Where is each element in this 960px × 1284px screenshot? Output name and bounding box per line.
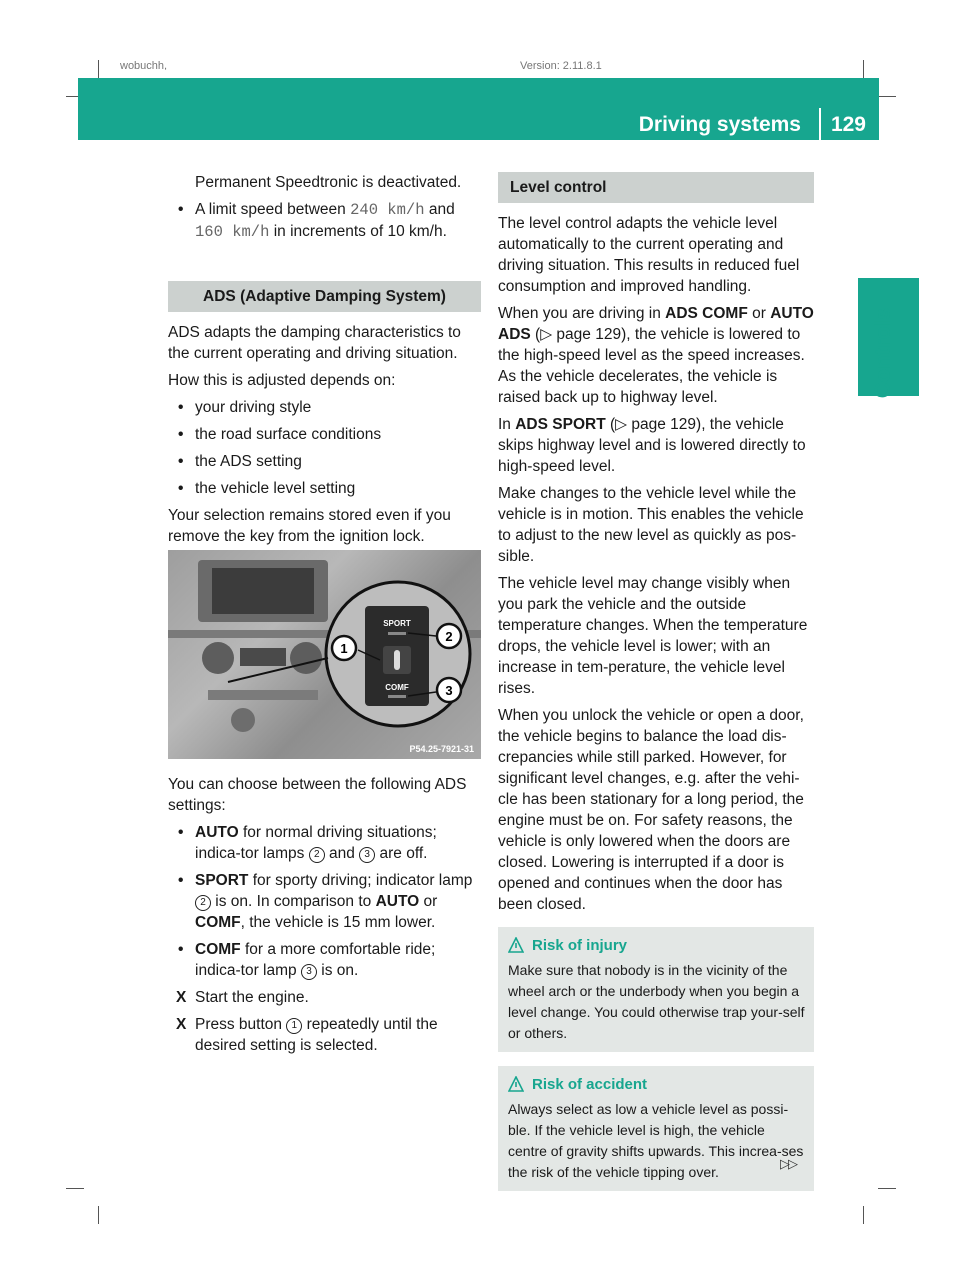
setting-name: SPORT [195, 872, 249, 889]
warning-title-text: Risk of injury [532, 937, 628, 954]
text: the vehicle level setting [195, 480, 356, 497]
setting-name: AUTO [195, 824, 239, 841]
text: and [324, 845, 360, 862]
warning-title [508, 1074, 806, 1095]
mode-name: ADS COMF [665, 305, 748, 322]
ads-setting-comf: • COMF for a more comfortable ride; indica-tor lamp 3 is on. [178, 941, 436, 979]
text: , the vehicle is 15 mm lower. [240, 914, 436, 931]
ads-storage-note: Your selection remains stored even if you remove the key from the ignition lock. [168, 507, 451, 545]
crop-mark [878, 1188, 896, 1189]
warning-triangle-icon [508, 937, 524, 953]
level-intro: The level control adapts the vehicle level automatically to the current operating and driving situation. This results in reduced fuel consumption and improved handling. [498, 215, 800, 295]
text: repeatedly until the desired setting is selected. [195, 1016, 438, 1054]
climate-display [240, 648, 286, 666]
step-start-engine: X Start the engine. [176, 989, 309, 1006]
speed-value: 240 km/h [350, 201, 425, 219]
display-screen [212, 568, 314, 614]
comf-label: COMF [385, 683, 409, 692]
crop-mark [878, 96, 896, 97]
ads-intro: ADS adapts the damping characteristics to the current operating and driving situation. [168, 324, 461, 362]
seat-knob [231, 708, 255, 732]
right-column [498, 172, 814, 1191]
warning-triangle-icon [508, 1076, 524, 1092]
warning-title [508, 935, 806, 956]
ads-bullet: • your driving style [178, 399, 312, 416]
comf-indicator-lamp [388, 695, 406, 698]
climate-knob-right [290, 642, 322, 674]
level-control-heading: Level control [498, 172, 814, 203]
text: is on. In comparison to [211, 893, 376, 910]
climate-knob-left [202, 642, 234, 674]
number-1: 1 [286, 1018, 302, 1034]
button-row [208, 690, 318, 700]
left-column [168, 172, 481, 553]
side-label: Controls [870, 307, 895, 399]
level-temperature: The vehicle level may change visibly when you park the vehicle and the outside temperature changes. When the temperature drops, the vehicle level is lower; with an increase in tem-perature, the vehicle level rises. [498, 575, 808, 697]
figure-illustration [168, 550, 481, 759]
ads-heading: ADS (Adaptive Damping System) [168, 281, 481, 312]
crop-mark [98, 1206, 99, 1224]
continue-arrows: ▷▷ [780, 1156, 796, 1171]
sport-indicator-lamp [388, 632, 406, 635]
text: or [747, 305, 771, 322]
number-3: 3 [359, 847, 375, 863]
text: A limit speed between [195, 201, 351, 218]
ads-bullet: • the road surface conditions [178, 426, 382, 443]
ads-depends: How this is adjusted depends on: [168, 372, 396, 389]
text: your driving style [195, 399, 312, 416]
section-title: Driving systems [638, 113, 801, 136]
setting-name: AUTO [375, 893, 420, 910]
speed-value: 160 km/h [195, 223, 270, 241]
text: for a more comfortable ride; indica-tor lamp [195, 941, 436, 979]
figure-reference: P54.25-7921-31 [409, 744, 474, 754]
text: the road surface conditions [195, 426, 382, 443]
print-meta-right: Version: 2.11.8.1 [520, 60, 602, 70]
ads-bullet: • the vehicle level setting [178, 480, 356, 497]
page-reference-link[interactable]: ▷ page 129 [540, 326, 622, 343]
continued-text: Permanent Speedtronic is deactivated. [195, 174, 462, 191]
text: Press button [195, 1016, 287, 1033]
step-press-button: X Press button 1 repeatedly until the desired setting is selected. [176, 1016, 438, 1054]
mode-name: AUTO ADS [498, 305, 814, 343]
text: is on. [316, 962, 359, 979]
damper-icon [394, 650, 400, 670]
text: ( [530, 326, 541, 343]
text: In [498, 416, 516, 433]
callout-3-number: 3 [445, 683, 453, 698]
ads-control-figure [168, 550, 481, 759]
number-3: 3 [301, 964, 317, 980]
crop-mark [66, 1188, 84, 1189]
ads-bullet: • the ADS setting [178, 453, 302, 470]
text: ), the vehicle is lowered to the high-speed level as the speed increases. As the vehicle decelerates, the vehicle is raised back up to highway level. [498, 326, 805, 406]
text: the ADS setting [195, 453, 302, 470]
page-header [78, 78, 879, 140]
text: are off. [375, 845, 428, 862]
level-changes: Make changes to the vehicle level while the vehicle is in motion. This enables the vehicle to adjust to the new level as quickly as pos-sible. [498, 485, 804, 565]
number-2: 2 [195, 895, 211, 911]
mode-name: ADS SPORT [515, 416, 606, 433]
callout-2-number: 2 [445, 629, 453, 644]
text: for sporty driving; indicator lamp [248, 872, 473, 889]
number-2: 2 [309, 847, 325, 863]
level-unlock: When you unlock the vehicle or open a door, the vehicle begins to balance the load dis-crepancies while still parked. However, for significant level changes, e.g. after the vehi-cle has been stationary for a long period, the engine must be on. For safety reasons, the vehicle is only lowered when the doors are closed. Lowering is interrupted if a door is opened and continues when the door has been closed. [498, 707, 804, 913]
text: ), the vehicle skips highway level and is lowered directly to high-speed level. [498, 416, 806, 475]
crop-mark [863, 60, 864, 78]
bullet-limit-speed: • A limit speed between 240 km/h and 160 km/h in increments of 10 km/h. [178, 201, 455, 241]
header-divider [819, 108, 821, 140]
text: When you are driving in [498, 305, 666, 322]
text: for normal driving situations; indica-tor lamps [195, 824, 437, 862]
sport-label: SPORT [383, 619, 411, 628]
text: in increments of 10 km/h. [269, 223, 447, 240]
warning-text: Always select as low a vehicle level as possi-ble. If the vehicle level is high, the vehicle centre of gravity shifts upwards. This increa-ses the risk of the vehicle tipping over. [508, 1101, 804, 1180]
text: or [419, 893, 438, 910]
crop-mark [863, 1206, 864, 1224]
warning-risk-of-accident [498, 1066, 814, 1191]
ads-setting-sport: • SPORT for sporty driving; indicator lamp 2 is on. In comparison to AUTO or COMF, the vehicle is 15 mm lower. [178, 872, 473, 931]
warning-risk-of-injury [498, 927, 814, 1052]
page-number: 129 [830, 113, 866, 136]
setting-name: COMF [195, 914, 241, 931]
text: ( [605, 416, 616, 433]
warning-text: Make sure that nobody is in the vicinity of the wheel arch or the underbody when you begin a level change. You could otherwise trap your-self or others. [508, 962, 805, 1041]
setting-name: COMF [195, 941, 241, 958]
crop-mark [98, 60, 99, 78]
ads-setting-auto: • AUTO for normal driving situations; indica-tor lamps 2 and 3 are off. [178, 824, 437, 862]
level-sport [498, 414, 814, 477]
print-meta-left: wobuchh, [120, 60, 168, 70]
left-column-lower [168, 774, 481, 1062]
level-comf-auto [498, 303, 814, 408]
text: and [424, 201, 455, 218]
page-reference-link[interactable]: ▷ page 129 [615, 416, 697, 433]
warning-title-text: Risk of accident [532, 1076, 648, 1093]
ads-choose: You can choose between the following ADS settings: [168, 776, 467, 814]
text: Start the engine. [195, 989, 309, 1006]
callout-1-number: 1 [340, 641, 348, 656]
